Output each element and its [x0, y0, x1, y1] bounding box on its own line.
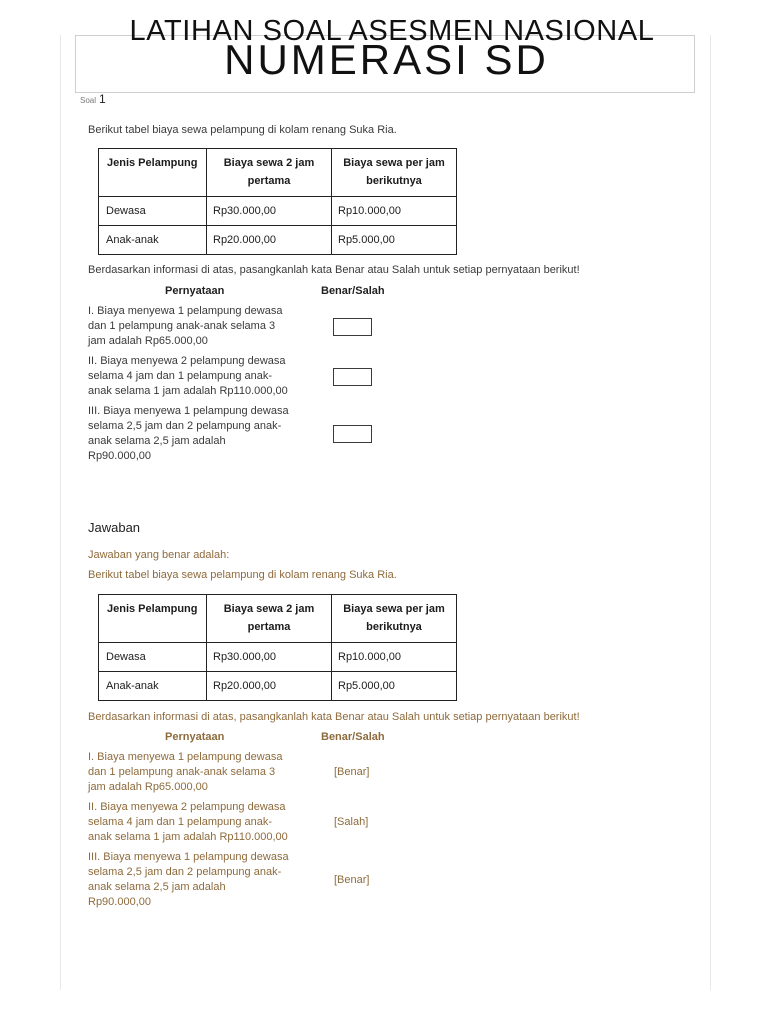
statement-line: jam adalah Rp65.000,00 — [88, 335, 208, 347]
cell-extra-hour: Rp5.000,00 — [332, 226, 457, 255]
answer-rental-price-table — [98, 594, 457, 701]
answer-intro: Berikut tabel biaya sewa pelampung di kolam renang Suka Ria. — [88, 569, 397, 581]
table-row — [99, 226, 457, 255]
statement-line: anak selama 1 jam adalah Rp110.000,00 — [88, 385, 288, 397]
table-row — [99, 672, 457, 701]
cell-extra-hour: Rp10.000,00 — [332, 643, 457, 672]
column-header-first-two-hours: Biaya sewa 2 jam pertama — [207, 149, 332, 197]
column-header-type: Jenis Pelampung — [99, 595, 207, 643]
statement-line: dan 1 pelampung anak-anak selama 3 — [88, 320, 276, 332]
column-header-type: Jenis Pelampung — [99, 149, 207, 197]
answer-statement-row — [88, 750, 369, 795]
cell-extra-hour: Rp10.000,00 — [332, 197, 457, 226]
statement-column-header: Pernyataan — [165, 285, 225, 297]
statement-line: III. Biaya menyewa 1 pelampung dewasa — [88, 405, 289, 417]
statement-text — [88, 850, 333, 910]
answer-true-false-column-header: Benar/Salah — [321, 731, 385, 743]
answer-statement-column-header: Pernyataan — [165, 731, 225, 743]
statement-line: selama 2,5 jam dan 2 pelampung anak- — [88, 866, 282, 878]
statement-line: selama 4 jam dan 1 pelampung anak- — [88, 370, 273, 382]
statement-line: selama 2,5 jam dan 2 pelampung anak- — [88, 420, 282, 432]
statement-line: anak selama 2,5 jam adalah — [88, 435, 226, 447]
statement-text — [88, 404, 333, 464]
question-label-text: Soal — [80, 96, 97, 105]
question-intro: Berikut tabel biaya sewa pelampung di kolam renang Suka Ria. — [88, 124, 397, 136]
statement-text — [88, 800, 333, 845]
statement-row — [88, 354, 372, 399]
answer-marker: [Benar] — [334, 766, 370, 778]
question-instruction: Berdasarkan informasi di atas, pasangkanlah kata Benar atau Salah untuk setiap pernyataan berikut! — [88, 264, 580, 276]
statement-line: dan 1 pelampung anak-anak selama 3 — [88, 766, 276, 778]
column-header-first-two-hours: Biaya sewa 2 jam pertama — [207, 595, 332, 643]
table-header-row — [99, 595, 457, 643]
title-line-1: LATIHAN SOAL ASESMEN NASIONAL — [129, 15, 655, 47]
statement-line: I. Biaya menyewa 1 pelampung dewasa — [88, 751, 283, 763]
cell-type: Dewasa — [99, 197, 207, 226]
answer-drop-box[interactable] — [333, 318, 372, 336]
answer-drop-box[interactable] — [333, 368, 372, 386]
cell-first-two-hours: Rp20.000,00 — [207, 672, 332, 701]
statement-line: Rp90.000,00 — [88, 896, 151, 908]
answer-statement-row — [88, 800, 368, 845]
cell-type: Dewasa — [99, 643, 207, 672]
answer-marker: [Salah] — [334, 816, 369, 828]
statement-text — [88, 750, 333, 795]
statement-line: jam adalah Rp65.000,00 — [88, 781, 208, 793]
answer-lead: Jawaban yang benar adalah: — [88, 549, 230, 561]
statement-line: III. Biaya menyewa 1 pelampung dewasa — [88, 851, 289, 863]
statement-text — [88, 354, 333, 399]
table-row — [99, 643, 457, 672]
statement-line: Rp90.000,00 — [88, 450, 151, 462]
statement-line: II. Biaya menyewa 2 pelampung dewasa — [88, 355, 286, 367]
answer-section-title: Jawaban — [88, 520, 141, 535]
statement-row — [88, 304, 372, 349]
true-false-column-header: Benar/Salah — [321, 285, 385, 297]
answer-marker: [Benar] — [334, 873, 370, 886]
cell-first-two-hours: Rp30.000,00 — [207, 197, 332, 226]
cell-first-two-hours: Rp20.000,00 — [207, 226, 332, 255]
answer-statement-row — [88, 850, 369, 910]
answer-drop-box[interactable] — [333, 425, 372, 443]
column-header-extra-hour: Biaya sewa per jam berikutnya — [332, 595, 457, 643]
title-line-2: NUMERASI SD — [224, 36, 549, 83]
statement-line: anak selama 2,5 jam adalah — [88, 881, 226, 893]
statement-text — [88, 304, 333, 349]
table-header-row — [99, 149, 457, 197]
question-number: 1 — [99, 92, 106, 106]
table-row — [99, 197, 457, 226]
statement-line: anak selama 1 jam adalah Rp110.000,00 — [88, 831, 288, 843]
column-header-extra-hour: Biaya sewa per jam berikutnya — [332, 149, 457, 197]
statement-line: selama 4 jam dan 1 pelampung anak- — [88, 816, 273, 828]
statement-line: I. Biaya menyewa 1 pelampung dewasa — [88, 305, 283, 317]
cell-type: Anak-anak — [99, 226, 207, 255]
cell-extra-hour: Rp5.000,00 — [332, 672, 457, 701]
statement-row — [88, 404, 372, 464]
statement-line: II. Biaya menyewa 2 pelampung dewasa — [88, 801, 286, 813]
rental-price-table — [98, 148, 457, 255]
question-label — [80, 92, 106, 108]
cell-type: Anak-anak — [99, 672, 207, 701]
answer-instruction: Berdasarkan informasi di atas, pasangkanlah kata Benar atau Salah untuk setiap pernyataan berikut! — [88, 711, 580, 723]
cell-first-two-hours: Rp30.000,00 — [207, 643, 332, 672]
